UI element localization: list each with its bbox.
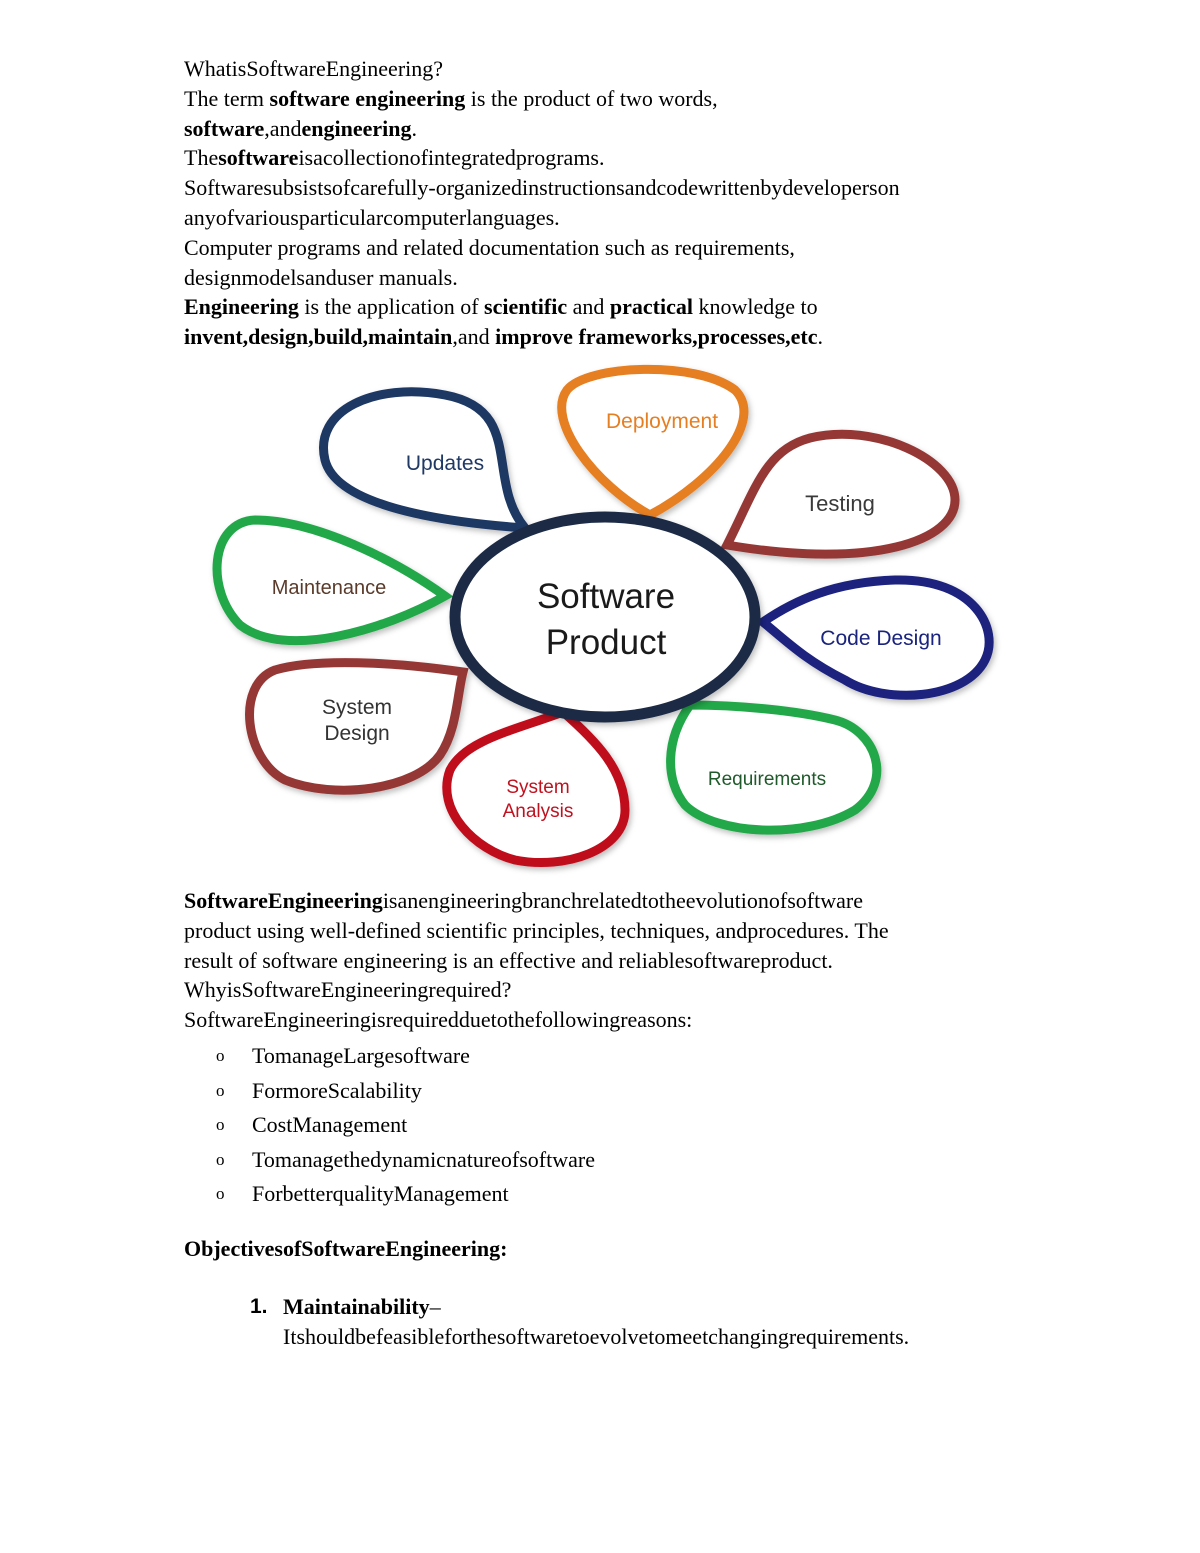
- intro-heading: WhatisSoftwareEngineering?: [184, 56, 444, 81]
- intro-line-7: designmodelsanduser manuals.: [184, 264, 458, 290]
- intro-line-4: Softwaresubsistsofcarefully-organizedinstructionsandcodewrittenbydeveloperson: [184, 175, 900, 201]
- text-run: knowledge to: [692, 294, 818, 320]
- intro-line-3: [184, 143, 1044, 173]
- objective-title: Maintainability: [283, 1293, 430, 1319]
- petal-testing: [727, 434, 955, 554]
- list-item: [214, 1108, 1074, 1143]
- petal-deployment: [562, 369, 744, 515]
- list-item: [214, 1039, 1074, 1074]
- center-label-line1: Software: [536, 577, 676, 616]
- petal-label-requirements: Requirements: [707, 769, 827, 790]
- petal-label-deployment: Deployment: [605, 410, 719, 433]
- definition-line-3: result of software engineering is an effective and reliablesoftwareproduct.: [184, 947, 833, 973]
- bold-term: invent,design,build,maintain: [184, 324, 453, 350]
- text-run: The: [184, 145, 219, 171]
- bullet-icon: o: [216, 1115, 225, 1135]
- text-run: .: [411, 115, 417, 141]
- reason-text: ForbetterqualityManagement: [252, 1181, 509, 1207]
- body-section: [184, 886, 1044, 1351]
- objective-number: 1.: [250, 1294, 268, 1318]
- bullet-icon: o: [216, 1149, 225, 1169]
- definition-line-1: [184, 886, 1044, 916]
- bold-term: improve frameworks,processes,etc: [495, 324, 818, 350]
- list-item: [214, 1177, 1074, 1212]
- petal-label-updates: Updates: [405, 452, 485, 475]
- objective-dash: –: [429, 1293, 441, 1319]
- petal-maintenance: [217, 520, 445, 641]
- petal-updates: [324, 392, 525, 528]
- bullet-icon: o: [216, 1045, 225, 1065]
- intro-line-5: anyofvariousparticularcomputerlanguages.: [184, 204, 560, 230]
- bold-term: practical: [609, 294, 693, 320]
- list-item: [214, 1074, 1074, 1109]
- bold-term: scientific: [484, 294, 568, 320]
- objective-item: [250, 1292, 1044, 1352]
- bold-term: software: [218, 145, 299, 171]
- petal-label-system-analysis-1: System: [506, 777, 570, 798]
- intro-line-1: [184, 84, 1044, 114]
- petal-label-maintenance: Maintenance: [271, 577, 387, 599]
- text-run: ,and: [452, 324, 496, 350]
- software-product-diagram: [195, 360, 1015, 880]
- petal-label-system-design-2: Design: [324, 722, 390, 745]
- petal-label-code-design: Code Design: [820, 627, 942, 650]
- petal-code-design: [763, 580, 989, 695]
- bullet-icon: o: [216, 1080, 225, 1100]
- objectives-list: [184, 1292, 1044, 1352]
- objective-title-line: [283, 1292, 1044, 1322]
- intro-line-6: Computer programs and related documentation such as requirements,: [184, 234, 795, 260]
- bold-term: Engineering: [184, 294, 299, 320]
- petal-label-system-analysis-2: Analysis: [502, 801, 574, 822]
- text-run: and: [567, 294, 610, 320]
- petal-label-testing: Testing: [805, 491, 875, 516]
- intro-line-2: [184, 114, 1044, 144]
- bold-term: software engineering: [269, 85, 466, 111]
- bold-term: software: [184, 115, 265, 141]
- text-run: ,and: [264, 115, 302, 141]
- reason-text: TomanageLargesoftware: [252, 1042, 470, 1068]
- engineering-line-2: [184, 322, 1044, 352]
- bold-term: SoftwareEngineering: [184, 888, 383, 913]
- text-run: The term: [184, 85, 270, 111]
- why-heading: WhyisSoftwareEngineeringrequired?: [184, 977, 512, 1003]
- text-run: is the application of: [298, 294, 485, 320]
- text-run: isanengineeringbranchrelatedtotheevolutionofsoftware: [382, 888, 863, 913]
- list-item: [214, 1143, 1074, 1178]
- text-run: is the product of two words,: [465, 85, 718, 111]
- reasons-intro: SoftwareEngineeringisrequiredduetothefollowingreasons:: [184, 1007, 693, 1033]
- petal-system-design: [250, 663, 463, 791]
- reasons-list: [214, 1039, 1074, 1212]
- center-label-line2: Product: [545, 623, 667, 662]
- petal-requirements: [671, 705, 877, 830]
- engineering-line-1: [184, 292, 1044, 322]
- objectives-heading: ObjectivesofSoftwareEngineering:: [184, 1235, 508, 1261]
- bullet-icon: o: [216, 1184, 225, 1204]
- text-run: .: [817, 324, 824, 350]
- reason-text: FormoreScalability: [252, 1077, 422, 1103]
- text-run: isacollectionofintegratedprograms.: [298, 145, 605, 171]
- bold-term: engineering: [301, 115, 412, 141]
- petal-system-analysis: [447, 712, 625, 863]
- reason-text: Tomanagethedynamicnatureofsoftware: [252, 1146, 595, 1172]
- center-software-product: [455, 517, 755, 717]
- definition-line-2: product using well-defined scientific principles, techniques, andprocedures. The: [184, 917, 889, 943]
- petal-label-system-design-1: System: [321, 696, 393, 719]
- reason-text: CostManagement: [252, 1112, 408, 1138]
- intro-section: [184, 54, 1044, 352]
- objective-text: Itshouldbefeasibleforthesoftwaretoevolvetomeetchangingrequirements.: [283, 1323, 910, 1349]
